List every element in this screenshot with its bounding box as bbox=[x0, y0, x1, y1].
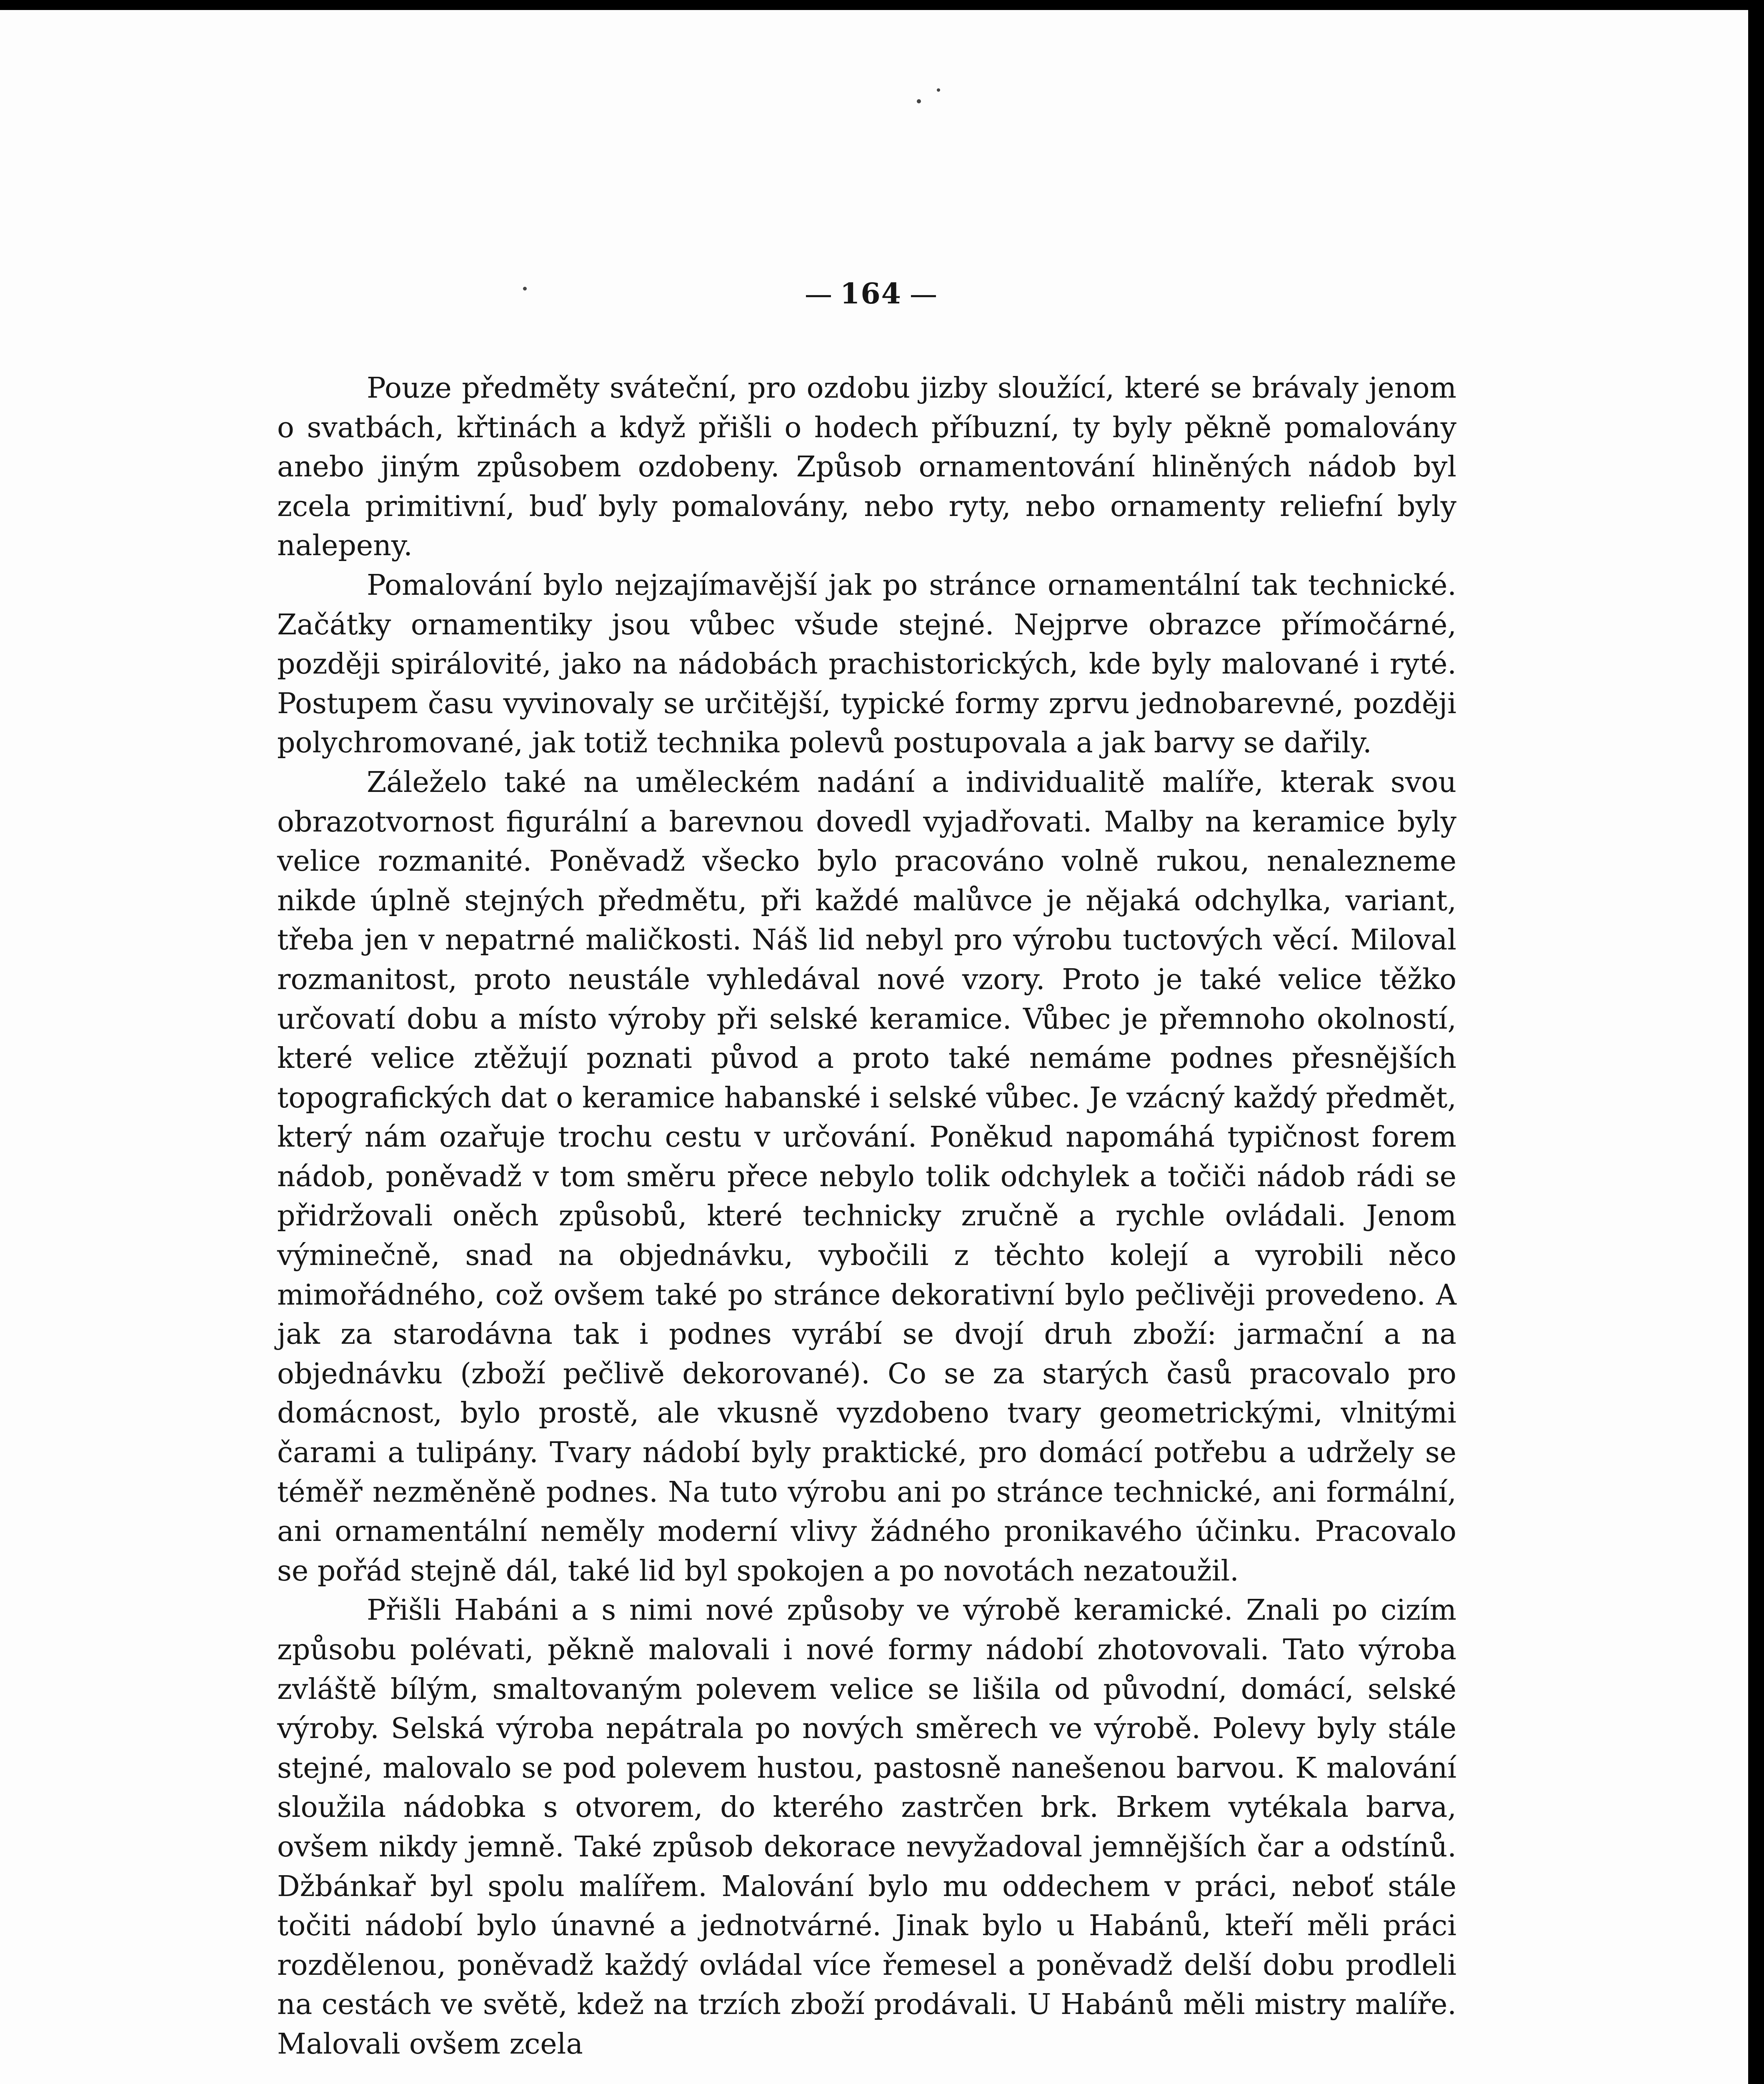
body-text bbox=[277, 369, 1456, 2064]
scan-speck bbox=[523, 287, 527, 291]
paragraph: Pouze předměty sváteční, pro ozdobu jizby sloužící, které se brávaly jenom o svatbách, křtinách a když přišli o hodech příbuzní, ty byly pěkně pomalovány anebo jiným způsobem ozdobeny. Způsob ornamentování hliněných nádob byl zcela primitivní, buď byly pomalovány, nebo ryty, nebo ornamenty reliefní byly nalepeny. bbox=[277, 372, 1456, 563]
page-number-dash-right bbox=[911, 295, 936, 297]
page-number bbox=[783, 277, 958, 311]
page-number-dash-left bbox=[806, 295, 831, 297]
paragraph: Pomalování bylo nejzajímavější jak po stránce ornamentální tak technické. Začátky ornamentiky jsou vůbec všude stejné. Nejprve obrazce přímočárné, později spirálovité, jako na nádobách prachistorických, kde byly malované i ryté. Postupem času vyvinovaly se určitější, typické formy zprvu jednobarevné, později polychromované, jak totiž technika polevů postupovala a jak barvy se dařily. bbox=[277, 569, 1456, 760]
paragraph: Přišli Habáni a s nimi nové způsoby ve výrobě keramické. Znali po cizím způsobu polévati, pěkně malovali i nové formy nádobí zhotovovali. Tato výroba zvláště bílým, smaltovaným polevem velice se lišila od původní, domácí, selské výroby. Selská výroba nepátrala po nových směrech ve výrobě. Polevy byly stále stejné, malovalo se pod polevem hustou, pastosně nanešenou barvou. K malování sloužila nádobka s otvorem, do kterého zastrčen brk. Brkem vytékala barva, ovšem nikdy jemně. Také způsob dekorace nevyžadoval jemnějších čar a odstínů. Džbánkař byl spolu malířem. Malování bylo mu oddechem v práci, neboť stále točiti nádobí bylo únavné a jednotvárné. Jinak bylo u Habánů, kteří měli práci rozdělenou, poněvadž každý ovládal více řemesel a poněvadž delší dobu prodleli na cestách ve světě, kdež na trzích zboží prodávali. U Habánů měli mistry malíře. Malovali ovšem zcela bbox=[277, 1594, 1456, 2061]
scan-speck bbox=[937, 88, 940, 92]
scan-speck bbox=[917, 99, 921, 103]
page-number-value: 164 bbox=[840, 277, 902, 311]
paragraph: Záleželo také na uměleckém nadání a individualitě malíře, kterak svou obrazotvornost figurální a barevnou dovedl vyjadřovati. Malby na keramice byly velice rozmanité. Poněvadž všecko bylo pracováno volně rukou, nenalezneme nikde úplně stejných předmětu, při každé malůvce je nějaká odchylka, variant, třeba jen v nepatrné maličkosti. Náš lid nebyl pro výrobu tuctových věcí. Miloval rozmanitost, proto neustále vyhledával nové vzory. Proto je také velice těžko určovatí dobu a místo výroby při selské keramice. Vůbec je přemnoho okolností, které velice ztěžují poznati původ a proto také nemáme podnes přesnějších topografických dat o keramice habanské i selské vůbec. Je vzácný každý předmět, který nám ozařuje trochu cestu v určování. Poněkud napomáhá typičnost forem nádob, poněvadž v tom směru přece nebylo tolik odchylek a točiči nádob rádi se přidržovali oněch způsobů, které technicky zručně a rychle ovládali. Jenom výminečně, snad na objednávku, vybočili z těchto kolejí a vyrobili něco mimořádného, což ovšem také po stránce dekorativní bylo pečlivěji provedeno. A jak za starodávna tak i podnes vyrábí se dvojí druh zboží: jarmační a na objednávku (zboží pečlivě dekorované). Co se za starých časů pracovalo pro domácnost, bylo prostě, ale vkusně vyzdobeno tvary geometrickými, vlnitými čarami a tulipány. Tvary nádobí byly praktické, pro domácí potřebu a udržely se téměř nezměněně podnes. Na tuto výrobu ani po stránce technické, ani formální, ani ornamentální neměly moderní vlivy žádného pronikavého účinku. Pracovalo se pořád stejně dál, také lid byl spokojen a po novotách nezatoužil. bbox=[277, 766, 1456, 1588]
